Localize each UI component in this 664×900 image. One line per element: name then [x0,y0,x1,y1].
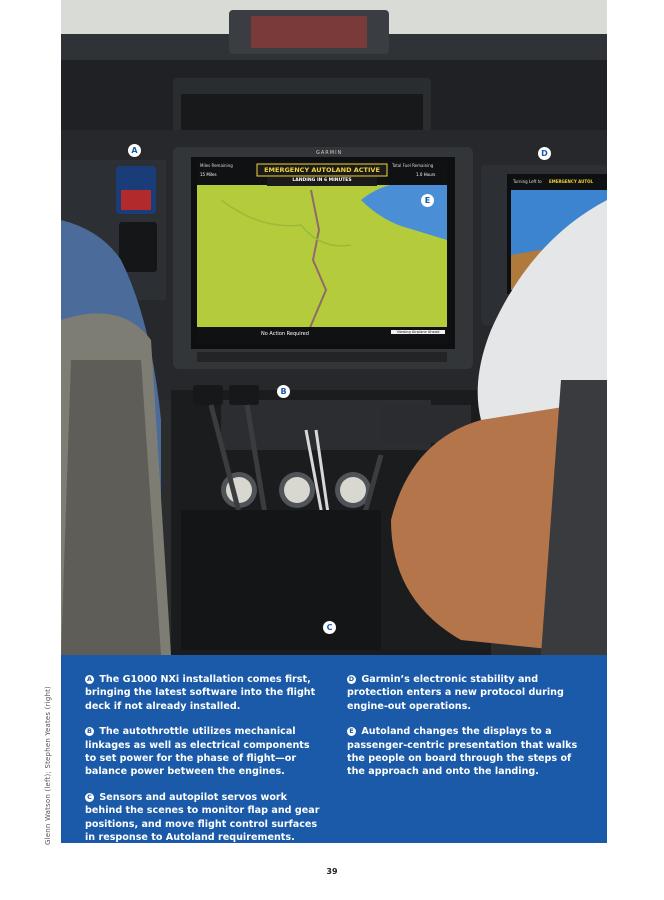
caption-text: The G1000 NXi installation comes first, bringing the latest software into the flight deck if not already installed. [85,674,316,712]
caption-marker: D [348,675,355,683]
mfd-left-label: Miles Remaining [200,163,233,168]
caption-panel [61,655,607,843]
cockpit-photo [61,0,607,655]
caption-text: The autothrottle utilizes mechanical linkages as well as electrical components to set power for the phase of flight—or balance power between the engines. [85,726,310,778]
photo-credit: Glenn Watson (left); Stephen Yeates (right) [44,686,52,845]
caption-e [347,725,583,779]
mfd-subbanner: LANDING IN 6 MINUTES [292,178,352,183]
mfd-brand: GARMIN [316,150,343,156]
page-number: 39 [326,867,338,876]
cockpit-illustration [61,0,607,655]
caption-marker: B [85,727,94,736]
mfd-bottom-status: No Action Required [261,331,309,337]
caption-column-right [347,673,583,843]
mfd-bottom-right: Viewing Airplane Ahead [391,330,445,334]
caption-text: Autoland changes the displays to a passenger-centric presentation that walks the people on board through the steps of the approach and onto the landing. [347,726,578,778]
caption-column-left [85,673,321,843]
mfd-right-value: 1.0 Hours [416,172,436,177]
mfd-left-value: 15 Miles [200,172,217,177]
mfd-banner: EMERGENCY AUTOLAND ACTIVE [264,166,380,174]
callout-c: C [323,621,336,634]
caption-a [85,673,321,713]
callout-d: D [538,147,551,160]
caption-marker: E [347,727,356,736]
caption-text: Garmin’s electronic stability and protection enters a new protocol during engine-out operations. [347,674,564,712]
caption-c [85,791,321,845]
caption-d [347,673,583,713]
pfd-left-text: Turning Left to [513,179,542,184]
caption-text: Sensors and autopilot servos work behind the scenes to monitor flap and gear positions, and move flight control surfaces in response to Autoland requirements. [85,791,320,844]
caption-b [85,725,321,779]
caption-marker: A [86,675,93,683]
mfd-right-label: Total Fuel Remaining [392,163,434,168]
callout-e: E [421,194,434,207]
caption-marker: C [85,793,94,802]
callout-a: A [128,144,141,157]
callout-b: B [277,385,290,398]
pfd-banner: EMERGENCY AUTOL [549,179,594,184]
